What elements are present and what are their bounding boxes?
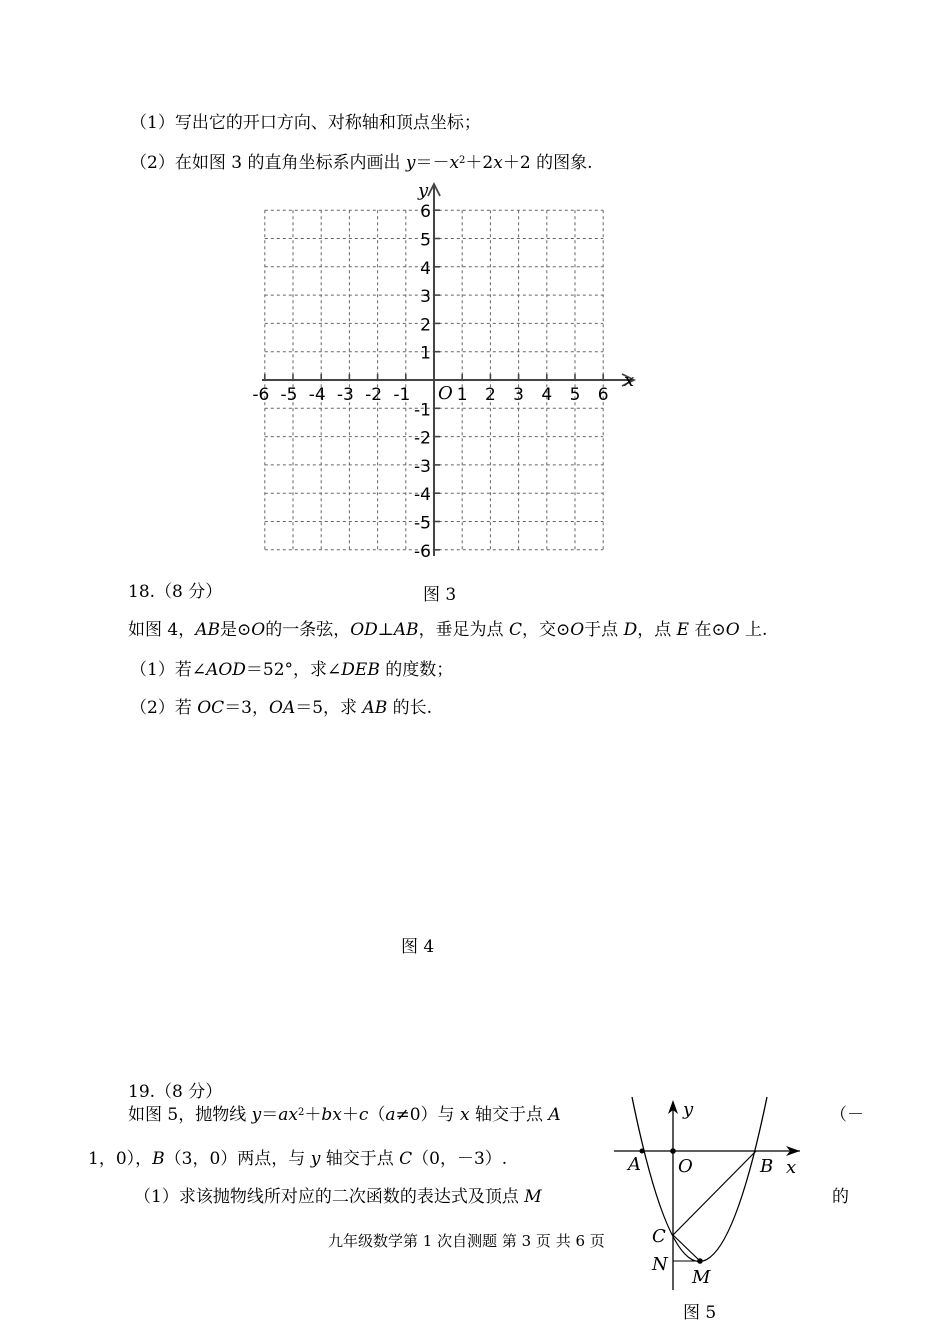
- y-tick-label: -3: [414, 456, 431, 477]
- q19-part1: （1）求该抛物线所对应的二次函数的表达式及顶点 M: [134, 1187, 542, 1207]
- figure-4-caption: 图 4: [401, 937, 435, 957]
- y-axis-label: y: [418, 180, 429, 201]
- q19-part1-right: 的: [832, 1187, 849, 1207]
- eq-a: ＝－: [415, 153, 450, 173]
- fig5-segment-CM: [673, 1235, 700, 1261]
- y-tick-label: 4: [420, 258, 431, 279]
- q19-header: 19.（8 分）: [128, 1082, 223, 1102]
- fig5-label-x: x: [786, 1157, 797, 1178]
- fig5-label-M: M: [692, 1267, 711, 1288]
- q18-stem: 如图 4，AB是⊙O的一条弦，OD⊥AB，垂足为点 C，交⊙O于点 D，点 E 在⊙O 上.: [128, 620, 768, 640]
- fig5-point-M: [697, 1258, 703, 1264]
- eq-x: x: [449, 153, 460, 173]
- eq-b: ＋2: [465, 153, 494, 173]
- x-tick-label: 4: [541, 385, 553, 405]
- y-tick-label: 2: [420, 315, 431, 336]
- page-footer: 九年级数学第 1 次自测题 第 3 页 共 6 页: [328, 1232, 605, 1250]
- x-tick-label: -3: [336, 385, 354, 405]
- fig5-label-B: B: [760, 1156, 774, 1177]
- x-tick-label: 1: [456, 385, 468, 405]
- x-tick-label: -5: [280, 385, 298, 405]
- x-tick-label: -4: [308, 385, 326, 405]
- q19-line1-right: （－: [830, 1105, 864, 1125]
- y-tick-label: -5: [414, 513, 431, 534]
- y-tick-label: -1: [414, 400, 431, 421]
- origin-label: O: [438, 383, 453, 404]
- figure-5-caption: 图 5: [683, 1303, 717, 1323]
- y-tick-label: 1: [420, 343, 431, 364]
- x-tick-label: 6: [597, 385, 609, 405]
- eq-x2: x: [493, 153, 503, 173]
- q18-part2: （2）若 OC＝3，OA＝5，求 AB 的长.: [130, 698, 433, 718]
- fig5-label-C: C: [652, 1226, 666, 1247]
- y-tick-label: 5: [420, 230, 431, 251]
- y-tick-label: -2: [414, 428, 431, 449]
- q18-part1: （1）若∠AOD＝52°，求∠DEB 的度数；: [130, 660, 454, 680]
- eq-exp: 2: [459, 155, 466, 166]
- fig5-point-A: [640, 1149, 645, 1154]
- figure-3-caption: 图 3: [423, 585, 457, 605]
- q19-line2: 1，0），B（3，0）两点，与 y 轴交于点 C（0，－3）.: [88, 1149, 508, 1169]
- x-axis-label: x: [624, 370, 635, 391]
- eq-y: y: [405, 153, 416, 173]
- eq-c: ＋2 的图象.: [502, 153, 593, 173]
- x-tick-label: 2: [484, 385, 496, 405]
- q17-part1: （1）写出它的开口方向、对称轴和顶点坐标；: [130, 113, 481, 133]
- x-tick-label: -2: [365, 385, 383, 405]
- q18-header: 18.（8 分）: [128, 582, 223, 602]
- fig5-label-A: A: [628, 1154, 641, 1175]
- y-tick-label: 6: [420, 202, 431, 223]
- x-tick-label: -6: [252, 385, 270, 405]
- q17-part2-prefix: （2）在如图 3 的直角坐标系内画出: [130, 153, 406, 173]
- fig5-label-N: N: [652, 1254, 668, 1275]
- fig5-label-O: O: [678, 1156, 693, 1177]
- fig5-point-origin: [670, 1148, 676, 1154]
- q19-line1: 如图 5，抛物线 $y=ax^2+bx+c(a\ne 0)$与 x 轴交于点 A: [128, 1105, 561, 1125]
- x-tick-label: -1: [393, 385, 411, 405]
- y-tick-label: -4: [414, 485, 431, 506]
- x-tick-label: 5: [569, 385, 581, 405]
- x-tick-label: 3: [513, 385, 525, 405]
- y-tick-label: -6: [414, 541, 431, 562]
- y-tick-label: 3: [420, 287, 431, 308]
- fig5-label-y: y: [683, 1099, 694, 1120]
